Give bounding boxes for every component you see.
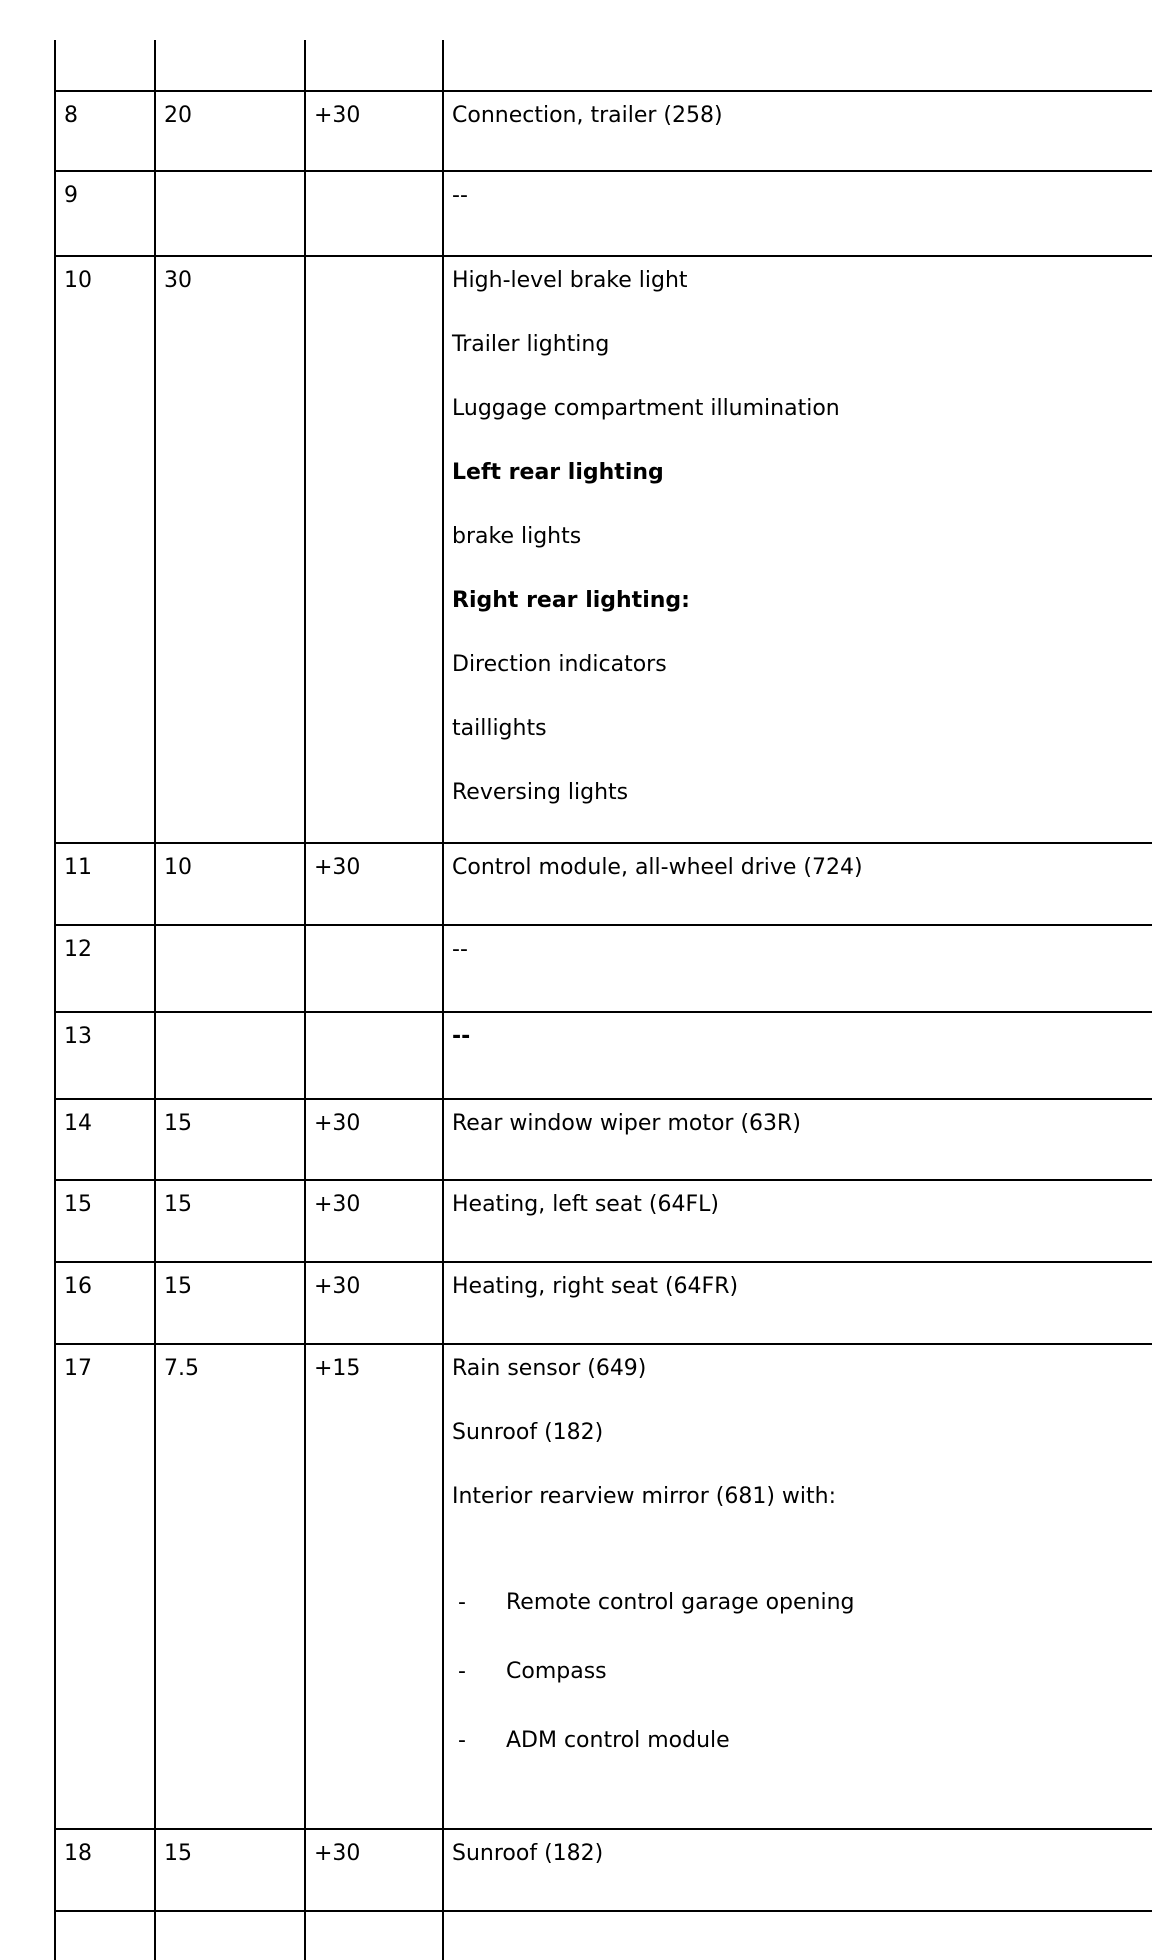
fuse-amperage (154, 1013, 304, 1098)
fuse-description: Heating, left seat (64FL) (442, 1181, 1152, 1261)
fuse-description: -- (442, 926, 1152, 1011)
fuse-terminal: +30 (304, 1830, 442, 1910)
fuse-description: High-level brake light Trailer lighting Luggage compartment illumination Left rear lighting brake lights Right rear lighting: Direction indicators taillights Reversing lights (442, 257, 1152, 842)
fuse-number: 17 (54, 1345, 154, 1828)
fuse-terminal (304, 257, 442, 842)
fuse-terminal: +15 (304, 1345, 442, 1828)
fuse-description: Rear window wiper motor (63R) (442, 1100, 1152, 1179)
fuse-number: 9 (54, 172, 154, 255)
table-row (54, 842, 1152, 924)
table-row (54, 1098, 1152, 1179)
fuse-description: Heating, right seat (64FR) (442, 1263, 1152, 1343)
list-item: - Remote control garage opening (458, 1590, 855, 1615)
table-row (54, 1179, 1152, 1261)
section-heading: Left rear lighting (452, 460, 664, 485)
fuse-amperage: 20 (154, 92, 304, 170)
list-item: - Compass (458, 1659, 607, 1684)
fuse-description: -- (442, 1013, 1152, 1098)
fuse-number: 13 (54, 1013, 154, 1098)
table-row (54, 1343, 1152, 1828)
table-row (54, 924, 1152, 1011)
fuse-amperage (154, 172, 304, 255)
fuse-amperage: 10 (154, 844, 304, 924)
table-row (54, 90, 1152, 170)
fuse-number: 11 (54, 844, 154, 924)
fuse-number: 8 (54, 92, 154, 170)
fuse-number: 10 (54, 257, 154, 842)
fuse-terminal: +30 (304, 1100, 442, 1179)
table-row (54, 1828, 1152, 1910)
fuse-terminal: +30 (304, 92, 442, 170)
fuse-number: 12 (54, 926, 154, 1011)
fuse-amperage: 30 (154, 257, 304, 842)
fuse-number: 14 (54, 1100, 154, 1179)
fuse-terminal: +30 (304, 1263, 442, 1343)
table-row (54, 1261, 1152, 1343)
fuse-terminal: +30 (304, 844, 442, 924)
table-row (54, 170, 1152, 255)
fuse-amperage: 15 (154, 1100, 304, 1179)
table-row-continuation-bottom (54, 1910, 1152, 1960)
fuse-amperage: 7.5 (154, 1345, 304, 1828)
fuse-terminal (304, 1013, 442, 1098)
table-row (54, 255, 1152, 842)
fuse-description: Connection, trailer (258) (442, 92, 1152, 170)
table-row (54, 1011, 1152, 1098)
list-item: - ADM control module (458, 1728, 730, 1753)
fuse-description: Sunroof (182) (442, 1830, 1152, 1910)
fuse-description: -- (442, 172, 1152, 255)
fuse-table (54, 40, 1152, 1960)
section-heading: Right rear lighting: (452, 588, 690, 613)
fuse-number: 18 (54, 1830, 154, 1910)
fuse-amperage: 15 (154, 1830, 304, 1910)
fuse-terminal (304, 172, 442, 255)
fuse-terminal: +30 (304, 1181, 442, 1261)
fuse-terminal (304, 926, 442, 1011)
fuse-amperage: 15 (154, 1181, 304, 1261)
fuse-number: 16 (54, 1263, 154, 1343)
fuse-number: 15 (54, 1181, 154, 1261)
table-row-continuation-top (54, 40, 1152, 90)
fuse-amperage: 15 (154, 1263, 304, 1343)
fuse-amperage (154, 926, 304, 1011)
fuse-description: Rain sensor (649) Sunroof (182) Interior rearview mirror (681) with: - Remote control garage opening - Compass - ADM control module (442, 1345, 1152, 1828)
fuse-description: Control module, all-wheel drive (724) (442, 844, 1152, 924)
